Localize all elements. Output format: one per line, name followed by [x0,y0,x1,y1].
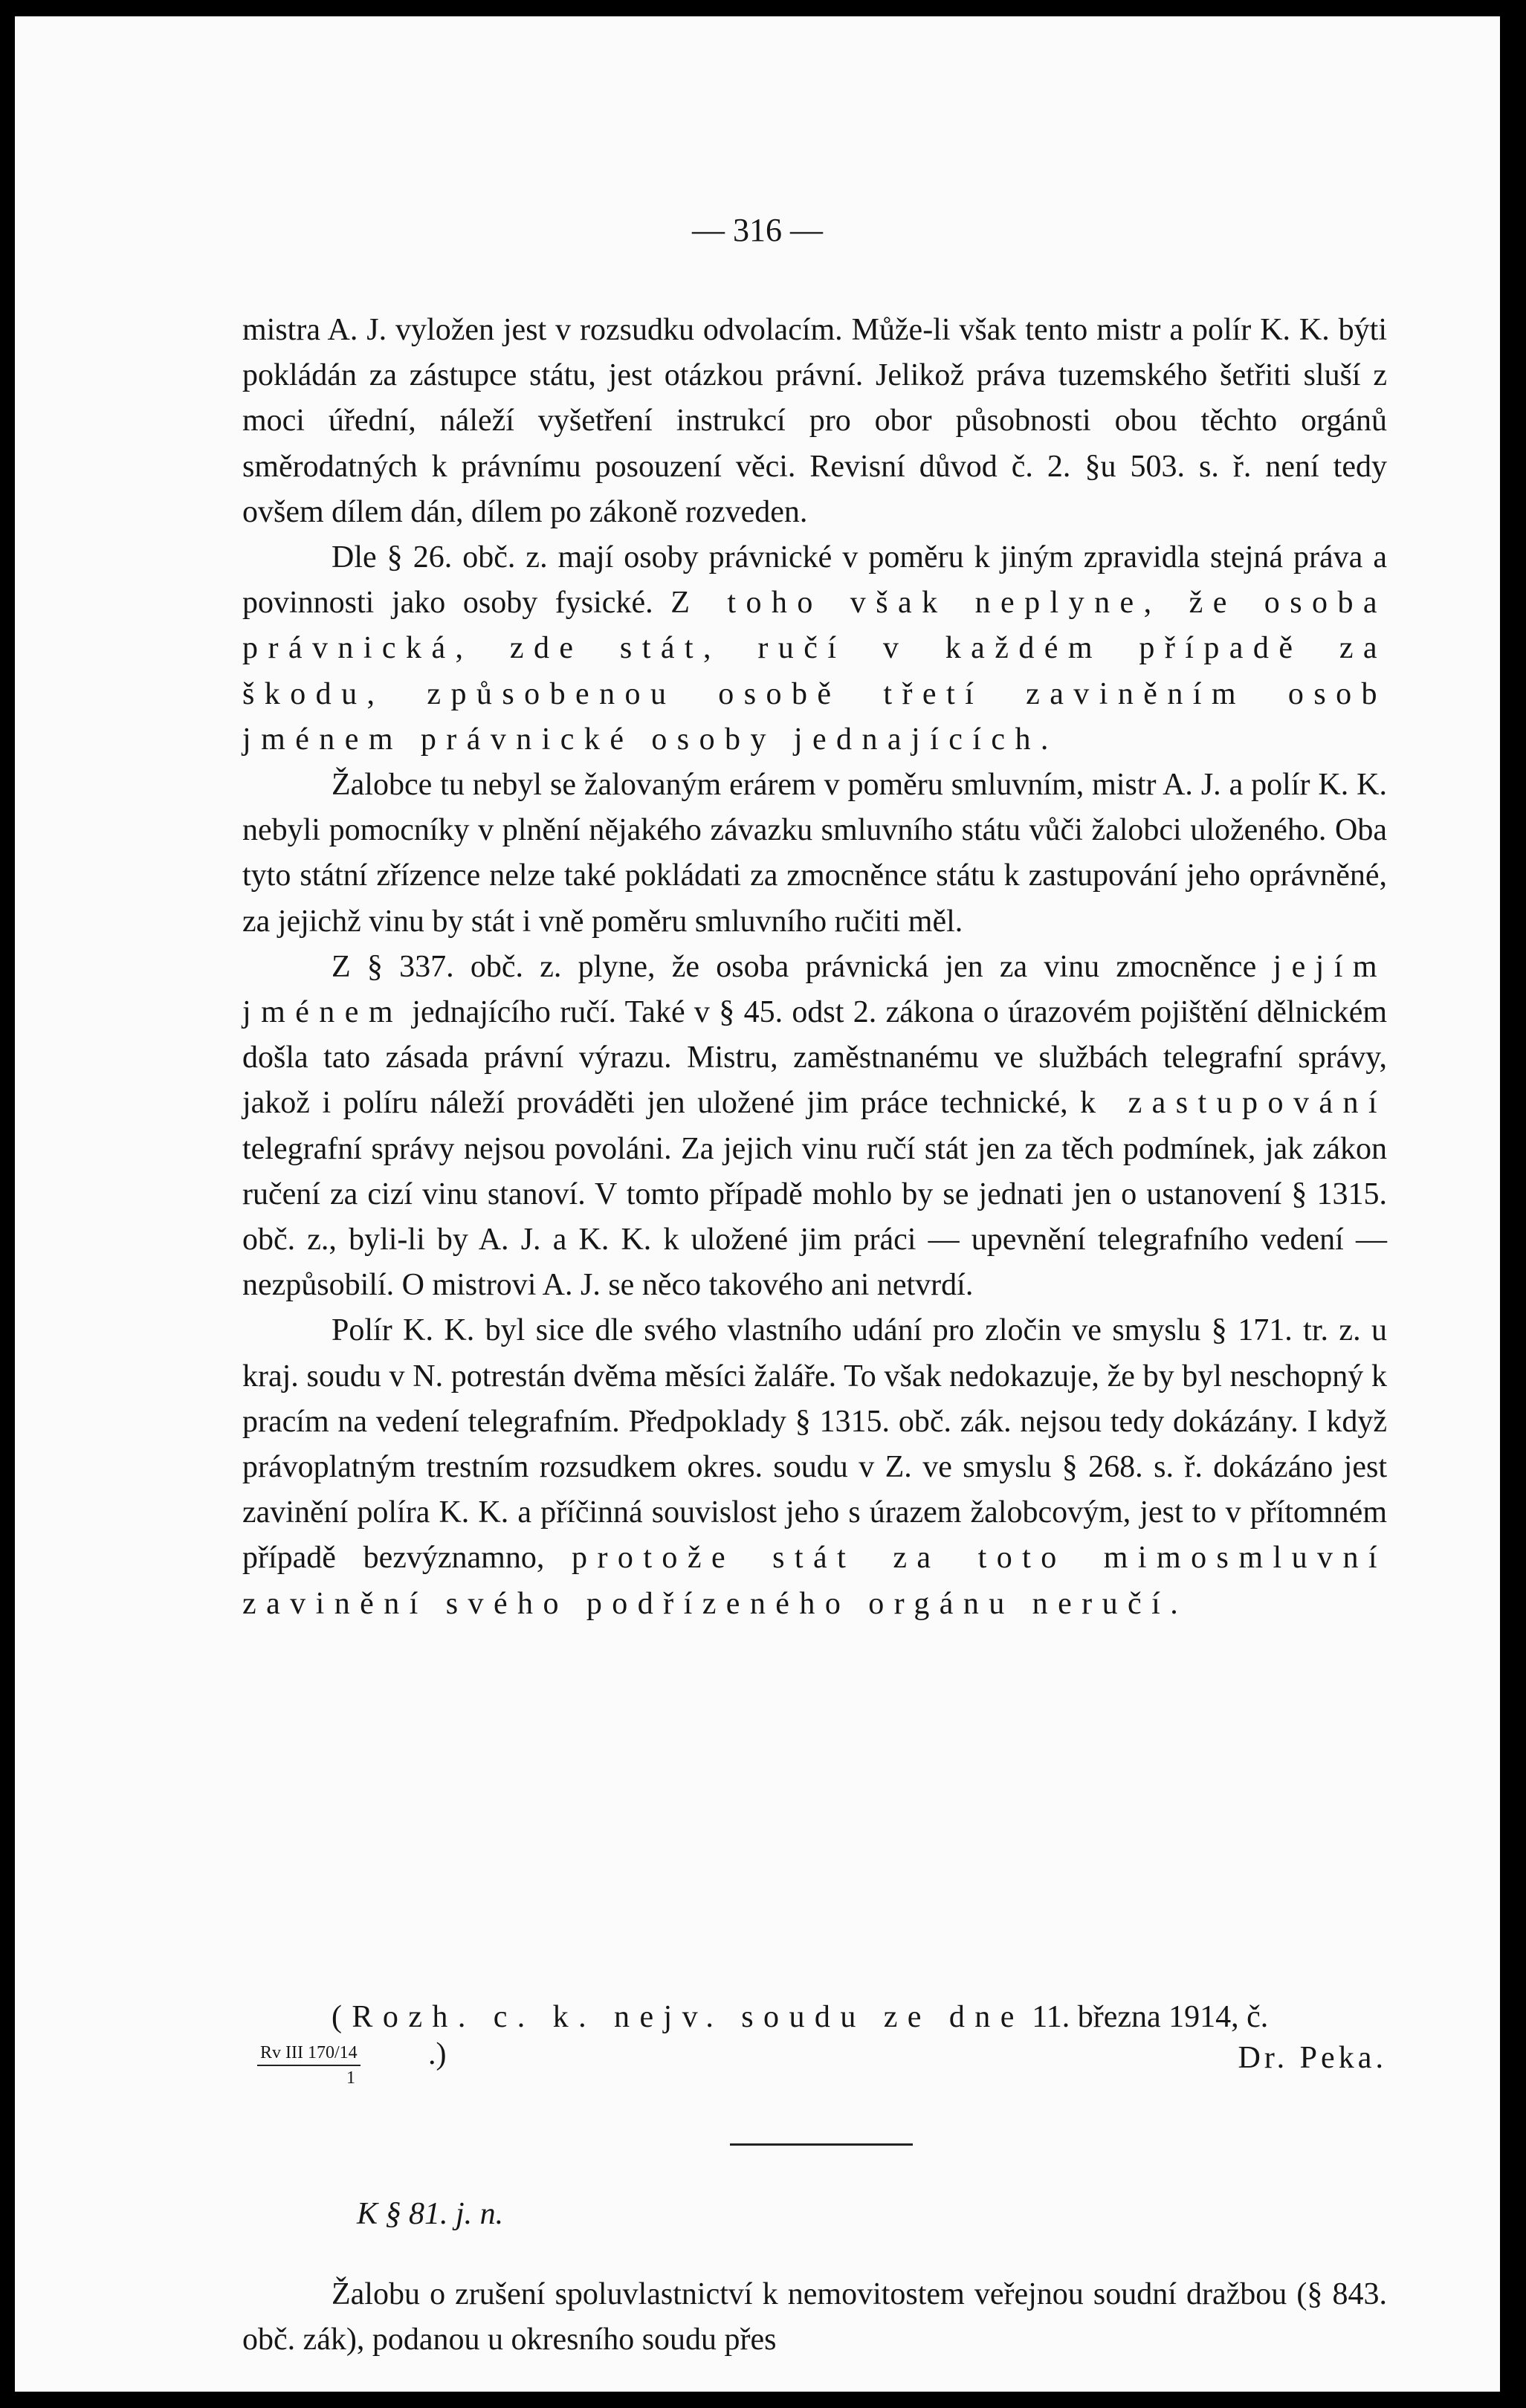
body-text [242,308,1387,1627]
case-number-denominator: 1 [346,2068,355,2088]
paragraph-4-emphasis-1: jejím jménem [242,949,1387,1030]
section-divider [730,2143,913,2146]
paragraph-1: mistra A. J. vyložen jest v rozsudku odvolacím. Může-li však tento mistr a polír K. K. býti pokládán za zástupce státu, jest otázkou právní. Jelikož práva tuzemského šetřiti sluší z moci úřední, náleží vyšetření instrukcí pro obor působnosti obou těchto orgánů směrodatných k právnímu posouzení věci. Revisní důvod č. 2. §u 503. s. ř. není tedy ovšem dílem dán, dílem po zákoně rozveden. [242,313,1387,529]
citation-closing: .) [428,2037,447,2071]
paragraph-2 [242,535,1387,763]
author-signature: Dr. Peka. [1238,2041,1387,2075]
case-number: Rv III 170/14 [257,2041,361,2066]
paragraph-4-emphasis-2: k zastupování [1080,1086,1388,1121]
paragraph-4 [242,945,1387,1309]
page-number: — 316 — [692,212,823,248]
case-number-fraction [257,2041,361,2090]
paragraph-2-text: Dle § 26. obč. z. mají osoby právnické v poměru k jiným zpravidla stejná práva a povinnosti jako osoby fysické. [242,540,1387,621]
paragraph-4-text-c: telegrafní správy nejsou povoláni. Za jejich vinu ručí stát jen za těch podmínek, jak zákon ručení za cizí vinu stanoví. V tomto případě mohlo by se jednati jen o ustanovení § 1315. obč. z., byli-li by A. J. a K. K. k uložené jim práci — upevnění telegrafního vedení — nezpůsobilí. O mistrovi A. J. se něco takového ani netvrdí. [242,1131,1387,1303]
paragraph-3: Žalobce tu nebyl se žalovaným erárem v poměru smluvním, mistr A. J. a polír K. K. nebyli pomocníky v plnění nějakého závazku smluvního státu vůči žalobci uloženého. Oba tyto státní zřízence nelze také pokládati za zmocněnce státu k zastupování jeho oprávněné, za jejichž vinu by stát i vně poměru smluvního ručiti měl. [242,768,1387,939]
court-citation [332,1995,1387,2040]
paragraph-5-emphasis: protože stát za toto mimosmluvní zavinění svého podřízeného orgánu neručí. [242,1541,1387,1621]
next-section-text [242,2272,1387,2363]
citation-court: (Rozh. c. k. nejv. soudu ze dne [332,2000,1024,2034]
book-page [15,16,1500,2392]
citation-date: 11. března 1914, č. [1032,2000,1269,2034]
paragraph-5 [242,1308,1387,1626]
paragraph-6: Žalobu o zrušení spoluvlastnictví k nemovitostem veřejnou soudní dražbou (§ 843. obč. zák), podanou u okresního soudu přes [242,2277,1387,2357]
paragraph-4-text-b: jednajícího ručí. Také v § 45. odst 2. zákona o úrazovém pojištění dělnickém došla tato zásada právní výrazu. Mistru, zaměstnanému ve službách telegrafní správy, jakož i políru náleží prováděti jen uložené jim práce technické, [242,995,1388,1121]
paragraph-2-emphasis: Z toho však neplyne, že osoba právnická, zde stát, ručí v každém případě za škodu, způsobenou osobě třetí zaviněním osob jménem právnické osoby jednajících. [242,586,1387,757]
paragraph-5-text: Polír K. K. byl sice dle svého vlastního udání pro zločin ve smyslu § 171. tr. z. u kraj. soudu v N. potrestán dvěma měsíci žaláře. To však nedokazuje, že by byl neschopný k pracím na vedení telegrafním. Předpoklady § 1315. obč. zák. nejsou tedy dokázány. I když právoplatným trestním rozsudkem okres. soudu v Z. ve smyslu § 268. s. ř. dokázáno jest zavinění polírа K. K. a příčinná souvislost jeho s úrazem žalobcovým, jest to v přítomném případě bezvýznamno, [242,1313,1387,1576]
paragraph-4-text-a: Z § 337. obč. z. plyne, že osoba právnická jen za vinu zmocněnce [332,949,1257,984]
section-heading: K § 81. j. n. [357,2197,504,2231]
